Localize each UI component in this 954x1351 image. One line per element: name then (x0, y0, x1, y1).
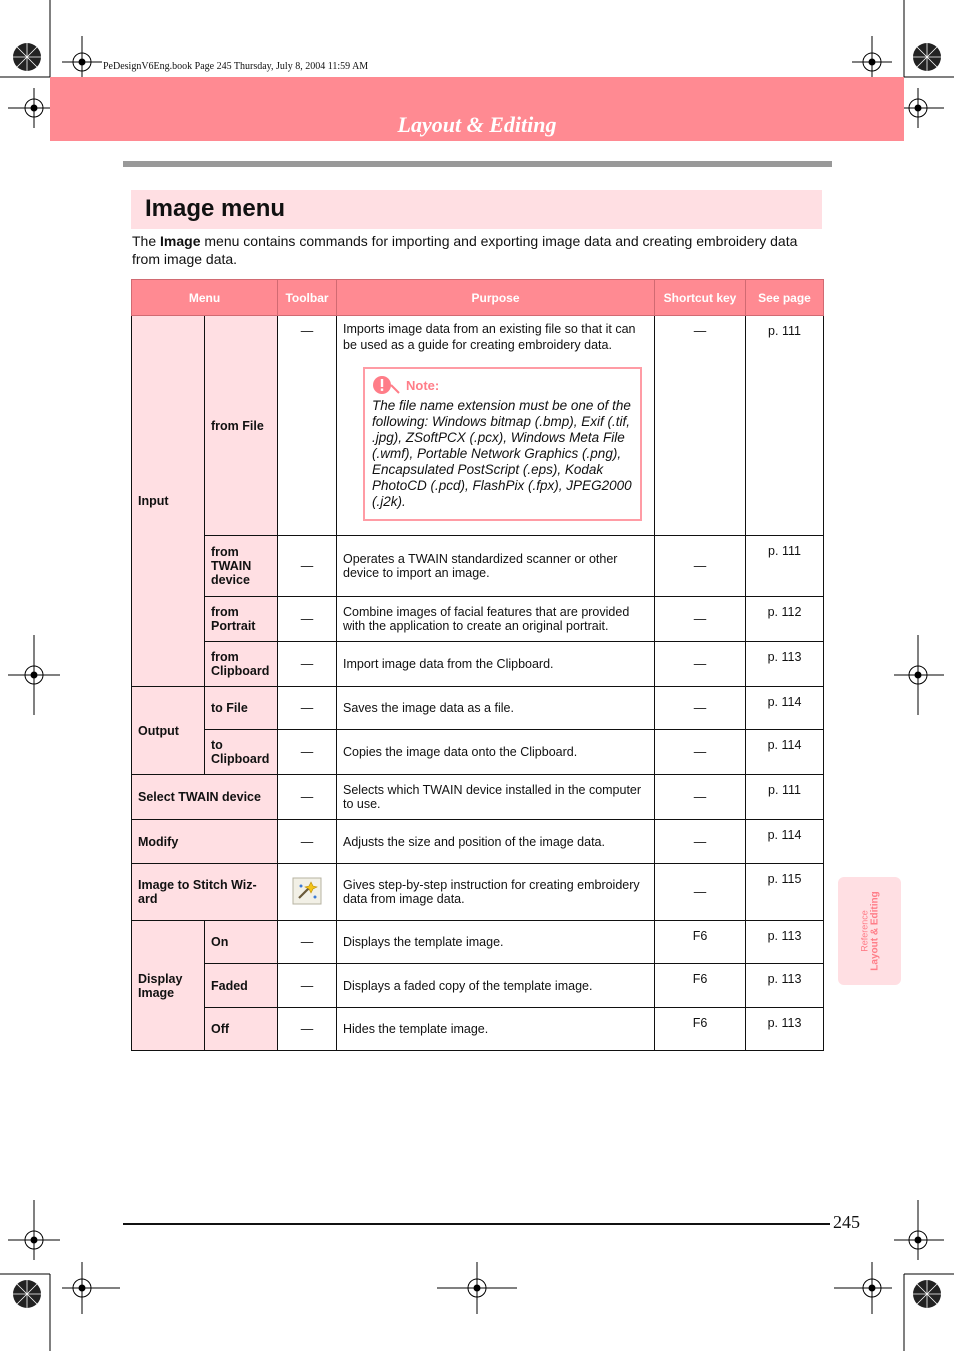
purpose-cell: Adjusts the size and position of the image data. (337, 820, 655, 864)
purpose-cell: Selects which TWAIN device installed in the computer to use. (337, 775, 655, 820)
table-row (132, 730, 824, 775)
section-title: Layout & Editing (397, 112, 557, 137)
shortcut-cell: — (655, 642, 746, 687)
intro-after: menu contains commands for importing and exporting image data and creating embroidery data from image data. (132, 233, 798, 267)
see-page-cell: p. 114 (746, 687, 824, 730)
submenu-from-clipboard: from Clipboard (205, 642, 278, 687)
header-purpose: Purpose (337, 280, 655, 316)
warning-icon (372, 375, 400, 395)
purpose-cell: Operates a TWAIN standardized scanner or other device to import an image. (337, 536, 655, 597)
shortcut-cell: F6 (655, 1008, 746, 1051)
table-row (132, 687, 824, 730)
shortcut-cell: F6 (655, 921, 746, 964)
purpose-cell: Hides the template image. (337, 1008, 655, 1051)
shortcut-cell: — (655, 687, 746, 730)
shortcut-cell: F6 (655, 964, 746, 1008)
purpose-cell: Combine images of facial features that are provided with the application to create an original portrait. (337, 597, 655, 642)
see-page-cell: p. 113 (746, 642, 824, 687)
purpose-cell: Copies the image data onto the Clipboard. (337, 730, 655, 775)
table-row (132, 775, 824, 820)
toolbar-cell: — (278, 964, 337, 1008)
menu-input: Input (132, 316, 205, 687)
submenu-to-file: to File (205, 687, 278, 730)
header-menu: Menu (132, 280, 278, 316)
see-page-cell: p. 114 (746, 820, 824, 864)
header-toolbar: Toolbar (278, 280, 337, 316)
shortcut-cell: — (655, 730, 746, 775)
top-rule (123, 161, 832, 167)
see-page-cell: p. 113 (746, 964, 824, 1008)
header-shortcut: Shortcut key (655, 280, 746, 316)
submenu-from-file: from File (205, 316, 278, 536)
toolbar-cell: — (278, 775, 337, 820)
toolbar-cell: — (278, 316, 337, 536)
menu-output: Output (132, 687, 205, 775)
toolbar-cell: — (278, 536, 337, 597)
shortcut-cell: — (655, 775, 746, 820)
see-page-cell: p. 114 (746, 730, 824, 775)
table-row (132, 316, 824, 536)
submenu-faded: Faded (205, 964, 278, 1008)
shortcut-cell: — (655, 820, 746, 864)
see-page-cell: p. 112 (746, 597, 824, 642)
note-box (363, 367, 642, 521)
note-header (372, 375, 633, 395)
side-tab-line2: Layout & Editing (869, 891, 881, 971)
table-row (132, 1008, 824, 1051)
intro-before: The (132, 233, 161, 249)
table-row (132, 864, 824, 921)
stitch-wizard-icon (292, 877, 322, 905)
toolbar-cell: — (278, 687, 337, 730)
purpose-cell: Displays the template image. (337, 921, 655, 964)
bottom-rule (123, 1223, 830, 1225)
see-page-cell: p. 111 (746, 775, 824, 820)
see-page-cell: p. 115 (746, 864, 824, 921)
shortcut-cell: — (655, 864, 746, 921)
see-page-cell: p. 113 (746, 1008, 824, 1051)
submenu-to-clipboard: to Clipboard (205, 730, 278, 775)
table-row (132, 642, 824, 687)
intro-paragraph (132, 233, 824, 268)
header-see-page: See page (746, 280, 824, 316)
submenu-from-twain: from TWAIN device (205, 536, 278, 597)
shortcut-cell: — (655, 316, 746, 536)
side-tab-line1: Reference (859, 910, 870, 952)
toolbar-cell: — (278, 921, 337, 964)
see-page-cell: p. 111 (746, 536, 824, 597)
purpose-cell: Import image data from the Clipboard. (337, 642, 655, 687)
menu-stitch-wizard: Image to Stitch Wiz-ard (132, 864, 278, 921)
menu-modify: Modify (132, 820, 278, 864)
submenu-off: Off (205, 1008, 278, 1051)
file-header: PeDesignV6Eng.book Page 245 Thursday, July 8, 2004 11:59 AM (103, 61, 369, 72)
table-row (132, 964, 824, 1008)
shortcut-cell: — (655, 597, 746, 642)
image-menu-table (131, 279, 824, 1051)
page-number: 245 (833, 1212, 860, 1232)
page-heading: Image menu (145, 195, 286, 222)
shortcut-cell: — (655, 536, 746, 597)
toolbar-cell: — (278, 597, 337, 642)
toolbar-cell: — (278, 1008, 337, 1051)
submenu-from-portrait: from Portrait (205, 597, 278, 642)
purpose-cell: Saves the image data as a file. (337, 687, 655, 730)
toolbar-cell: — (278, 730, 337, 775)
submenu-on: On (205, 921, 278, 964)
see-page-cell: p. 111 (746, 316, 824, 536)
side-tab-label (860, 891, 881, 970)
toolbar-cell (278, 864, 337, 921)
menu-display-image: Display Image (132, 921, 205, 1051)
table-header-row (132, 280, 824, 316)
toolbar-cell: — (278, 642, 337, 687)
purpose-cell: Gives step-by-step instruction for creating embroidery data from image data. (337, 864, 655, 921)
purpose-cell: Displays a faded copy of the template image. (337, 964, 655, 1008)
table-row (132, 597, 824, 642)
table-row (132, 820, 824, 864)
purpose-cell (337, 316, 655, 536)
note-text: The file name extension must be one of the following: Windows bitmap (.bmp), Exif (.tif, .jpg), ZSoftPCX (.pcx), Windows Meta File (.wmf), Portable Network Graphics (.png), Encapsulated PostScript (.eps), Kodak PhotoCD (.pcd), FlashPix (.fpx), JPEG2000 (.j2k). (372, 398, 632, 509)
toolbar-cell: — (278, 820, 337, 864)
see-page-cell: p. 113 (746, 921, 824, 964)
table-row (132, 921, 824, 964)
note-label: Note: (406, 377, 440, 393)
menu-select-twain: Select TWAIN device (132, 775, 278, 820)
purpose-text: Imports image data from an existing file so that it can be used as a guide for creating embroidery data. (343, 322, 636, 352)
intro-bold: Image (160, 233, 201, 249)
table-row (132, 536, 824, 597)
